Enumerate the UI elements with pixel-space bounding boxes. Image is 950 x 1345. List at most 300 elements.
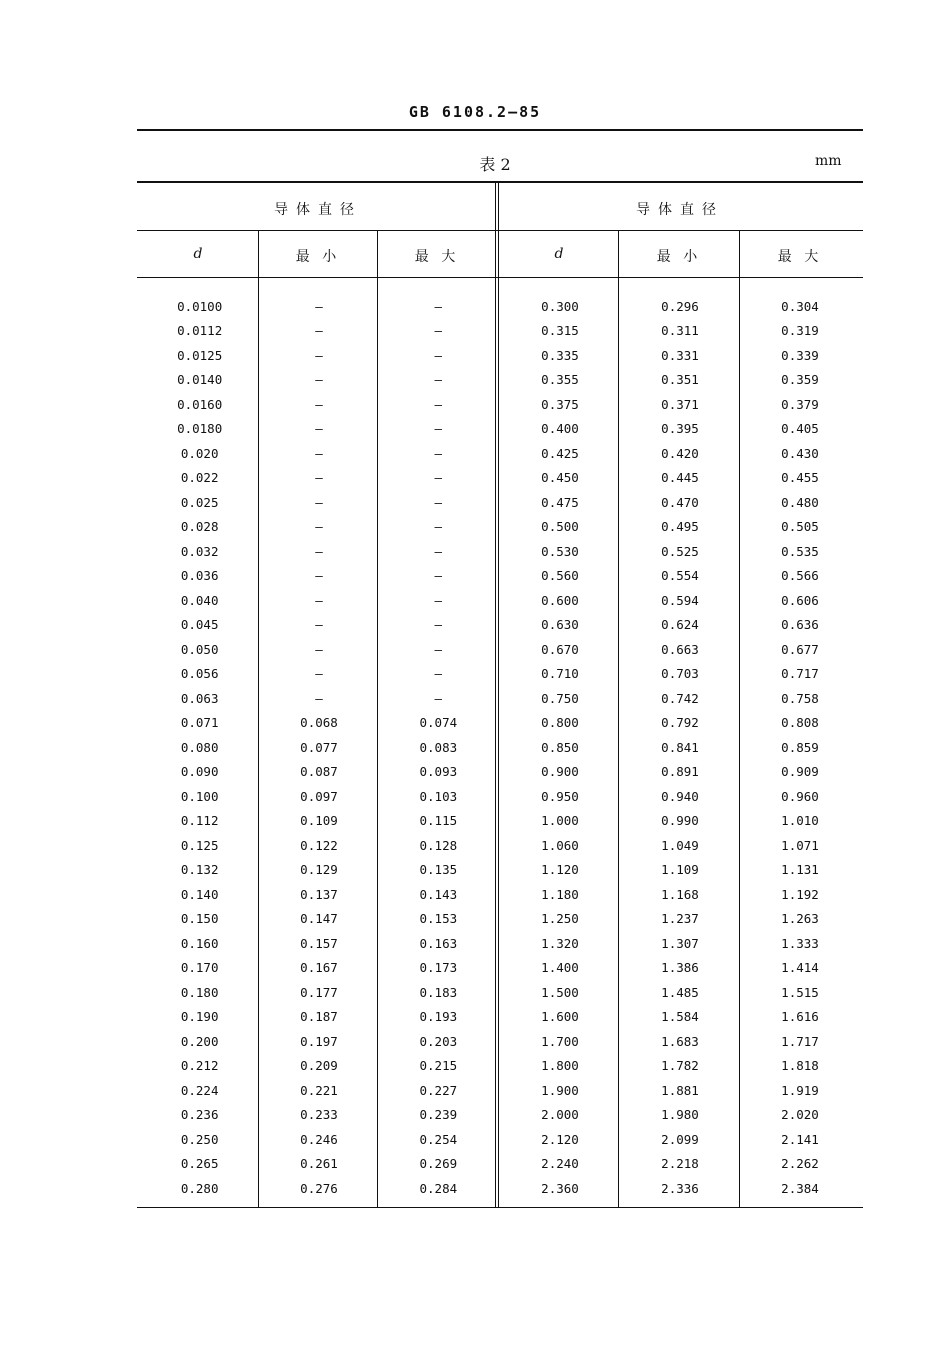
cell-max: 0.083 (419, 739, 458, 755)
cell-min: — (315, 641, 323, 657)
cell-min: 0.197 (300, 1033, 338, 1049)
table-row (500, 1078, 862, 1103)
table-row (500, 441, 862, 466)
cell-min: — (315, 323, 323, 339)
cell-diameter: 0.850 (541, 739, 579, 755)
cell-diameter: 0.300 (541, 298, 579, 314)
cell-max: 0.239 (419, 1107, 458, 1123)
cell-min: 0.129 (300, 862, 338, 878)
cell-min: 2.336 (661, 1180, 699, 1196)
table-row (500, 466, 862, 491)
table-row (500, 637, 862, 662)
cell-diameter: 0.150 (180, 911, 219, 927)
top-rule (137, 129, 863, 131)
cell-diameter: 2.240 (541, 1156, 579, 1172)
cell-max: 1.919 (781, 1082, 819, 1098)
cell-min: 0.351 (661, 372, 699, 388)
cell-min: 1.307 (661, 935, 699, 951)
table-row (140, 1152, 498, 1177)
cell-diameter: 0.022 (180, 470, 219, 486)
cell-min: 0.087 (300, 764, 338, 780)
cell-max: 0.960 (781, 788, 819, 804)
cell-diameter: 0.950 (541, 788, 579, 804)
cell-min: 0.221 (300, 1082, 338, 1098)
cell-max: 0.304 (781, 298, 819, 314)
group-header-right: 导体直径 (636, 202, 724, 218)
cell-min: 0.137 (300, 886, 338, 902)
cell-min: 0.594 (661, 592, 699, 608)
cell-min: 2.099 (661, 1131, 699, 1147)
cell-diameter: 0.475 (541, 494, 579, 510)
table-row (140, 735, 498, 760)
table-row (500, 319, 862, 344)
cell-min: — (315, 372, 323, 388)
left-data-rows (140, 294, 498, 1201)
cell-max: 0.103 (419, 788, 458, 804)
cell-diameter: 0.530 (541, 543, 579, 559)
table-row (500, 833, 862, 858)
cell-min: 0.792 (661, 715, 699, 731)
table-title: 表 2 (479, 155, 511, 174)
table-row (140, 613, 498, 638)
table-row (500, 711, 862, 736)
table-row (140, 711, 498, 736)
cell-diameter: 0.140 (180, 886, 219, 902)
cell-diameter: 0.0180 (177, 421, 223, 437)
table-row (140, 784, 498, 809)
right-data-rows (500, 294, 862, 1201)
cell-diameter: 0.0160 (177, 396, 223, 412)
table-row (500, 515, 862, 540)
column-header-max: 最 大 (777, 249, 823, 265)
table-row (140, 760, 498, 785)
cell-min: 0.990 (661, 813, 699, 829)
cell-max: 2.141 (781, 1131, 819, 1147)
cell-min: — (315, 690, 323, 706)
cell-max: 0.128 (419, 837, 458, 853)
cell-diameter: 0.600 (541, 592, 579, 608)
cell-diameter: 0.190 (180, 1009, 219, 1025)
cell-max: 0.284 (419, 1180, 458, 1196)
cell-diameter: 1.320 (541, 935, 579, 951)
table-row (500, 588, 862, 613)
cell-max: 1.263 (781, 911, 819, 927)
cell-max: 0.093 (419, 764, 458, 780)
cell-min: — (315, 445, 323, 461)
cell-max: 0.636 (781, 617, 819, 633)
cell-diameter: 0.020 (180, 445, 219, 461)
cell-diameter: 0.050 (180, 641, 219, 657)
table-row (140, 662, 498, 687)
cell-max: — (434, 421, 443, 437)
cell-min: 0.470 (661, 494, 699, 510)
table-row (140, 1176, 498, 1201)
table-row (140, 1127, 498, 1152)
cell-min: 0.940 (661, 788, 699, 804)
cell-diameter: 0.750 (541, 690, 579, 706)
cell-min: — (315, 617, 323, 633)
cell-diameter: 0.0112 (177, 323, 223, 339)
cell-max: 0.677 (781, 641, 819, 657)
cell-diameter: 1.180 (541, 886, 579, 902)
cell-diameter: 0.036 (180, 568, 219, 584)
cell-min: 0.187 (300, 1009, 338, 1025)
cell-min: 0.841 (661, 739, 699, 755)
table-row (500, 760, 862, 785)
table-row (500, 539, 862, 564)
cell-max: — (434, 494, 443, 510)
cell-max: 0.215 (419, 1058, 458, 1074)
cell-max: 1.131 (781, 862, 819, 878)
cell-min: 0.157 (300, 935, 338, 951)
cell-diameter: 0.080 (180, 739, 219, 755)
cell-min: 0.371 (661, 396, 699, 412)
cell-min: 1.683 (661, 1033, 699, 1049)
cell-max: 0.909 (781, 764, 819, 780)
table-row (140, 956, 498, 981)
table-row (140, 1029, 498, 1054)
cell-diameter: 1.600 (541, 1009, 579, 1025)
cell-min: 0.742 (661, 690, 699, 706)
table-row (500, 294, 862, 319)
table-row (140, 343, 498, 368)
table-row (500, 662, 862, 687)
cell-diameter: 1.500 (541, 984, 579, 1000)
cell-diameter: 0.028 (180, 519, 219, 535)
cell-max: 0.535 (781, 543, 819, 559)
cell-max: — (434, 641, 443, 657)
table-row (140, 441, 498, 466)
cell-max: 0.269 (419, 1156, 458, 1172)
cell-max: 0.203 (419, 1033, 458, 1049)
cell-diameter: 0.236 (180, 1107, 219, 1123)
cell-max: — (434, 617, 443, 633)
cell-min: — (315, 666, 323, 682)
table-row (500, 368, 862, 393)
table-row (500, 980, 862, 1005)
cell-min: 1.109 (661, 862, 699, 878)
table-row (500, 907, 862, 932)
table-row (140, 1103, 498, 1128)
column-header-rule (137, 277, 863, 278)
cell-max: 0.405 (781, 421, 819, 437)
cell-diameter: 0.250 (180, 1131, 219, 1147)
cell-max: 1.515 (781, 984, 819, 1000)
cell-max: — (434, 690, 443, 706)
cell-diameter: 0.450 (541, 470, 579, 486)
cell-min: 1.168 (661, 886, 699, 902)
cell-diameter: 0.160 (180, 935, 219, 951)
cell-max: 0.808 (781, 715, 819, 731)
cell-min: — (315, 519, 323, 535)
table-row (500, 1127, 862, 1152)
table-row (140, 882, 498, 907)
cell-min: 0.147 (300, 911, 338, 927)
cell-min: 1.237 (661, 911, 699, 927)
cell-diameter: 0.112 (180, 813, 219, 829)
cell-min: — (315, 494, 323, 510)
table-row (140, 564, 498, 589)
cell-min: 0.525 (661, 543, 699, 559)
cell-max: 0.074 (419, 715, 458, 731)
table-row (140, 539, 498, 564)
table-row (500, 1176, 862, 1201)
cell-max: 0.859 (781, 739, 819, 755)
cell-max: 0.566 (781, 568, 819, 584)
cell-min: 0.703 (661, 666, 699, 682)
cell-max: 0.173 (419, 960, 458, 976)
cell-max: 1.818 (781, 1058, 819, 1074)
cell-diameter: 0.132 (180, 862, 219, 878)
cell-min: 0.663 (661, 641, 699, 657)
cell-diameter: 0.425 (541, 445, 579, 461)
cell-diameter: 1.900 (541, 1082, 579, 1098)
cell-diameter: 0.355 (541, 372, 579, 388)
cell-min: 0.122 (300, 837, 338, 853)
group-header-left: 导体直径 (274, 202, 362, 218)
cell-diameter: 0.900 (541, 764, 579, 780)
table-row (140, 686, 498, 711)
cell-min: 1.485 (661, 984, 699, 1000)
table-row (140, 392, 498, 417)
cell-max: — (434, 396, 443, 412)
cell-max: 1.616 (781, 1009, 819, 1025)
cell-min: 1.386 (661, 960, 699, 976)
cell-min: — (315, 396, 323, 412)
cell-min: — (315, 470, 323, 486)
cell-max: — (434, 372, 443, 388)
cell-max: 0.227 (419, 1082, 458, 1098)
table-row (140, 931, 498, 956)
table-row (140, 319, 498, 344)
cell-min: 0.276 (300, 1180, 338, 1196)
table-row (140, 466, 498, 491)
column-header-d: d (554, 246, 564, 262)
table-row (140, 588, 498, 613)
cell-max: 0.430 (781, 445, 819, 461)
table-row (500, 1029, 862, 1054)
table-row (140, 1054, 498, 1079)
cell-min: 2.218 (661, 1156, 699, 1172)
cell-min: 1.980 (661, 1107, 699, 1123)
cell-min: 0.097 (300, 788, 338, 804)
table-row (140, 368, 498, 393)
cell-diameter: 0.100 (180, 788, 219, 804)
cell-max: — (434, 568, 443, 584)
cell-min: — (315, 421, 323, 437)
subheader-rule (137, 230, 863, 231)
cell-max: 0.606 (781, 592, 819, 608)
cell-max: 0.193 (419, 1009, 458, 1025)
cell-min: 0.167 (300, 960, 338, 976)
cell-max: — (434, 666, 443, 682)
cell-diameter: 0.063 (180, 690, 219, 706)
cell-min: 0.077 (300, 739, 338, 755)
header-rule (137, 181, 863, 183)
cell-min: 0.420 (661, 445, 699, 461)
cell-min: 1.049 (661, 837, 699, 853)
table-row (140, 1005, 498, 1030)
cell-min: — (315, 568, 323, 584)
cell-max: 0.717 (781, 666, 819, 682)
table-row (500, 858, 862, 883)
cell-diameter: 0.056 (180, 666, 219, 682)
cell-diameter: 1.800 (541, 1058, 579, 1074)
cell-diameter: 0.560 (541, 568, 579, 584)
cell-diameter: 1.250 (541, 911, 579, 927)
cell-diameter: 1.700 (541, 1033, 579, 1049)
cell-min: 0.891 (661, 764, 699, 780)
cell-diameter: 2.360 (541, 1180, 579, 1196)
cell-max: 0.143 (419, 886, 458, 902)
cell-diameter: 0.375 (541, 396, 579, 412)
cell-diameter: 0.200 (180, 1033, 219, 1049)
cell-diameter: 0.335 (541, 347, 579, 363)
cell-max: 0.163 (419, 935, 458, 951)
cell-min: 0.331 (661, 347, 699, 363)
table-row (140, 294, 498, 319)
table-row (500, 1005, 862, 1030)
table-row (140, 1078, 498, 1103)
cell-max: — (434, 445, 443, 461)
cell-max: 1.192 (781, 886, 819, 902)
cell-min: 0.068 (300, 715, 338, 731)
cell-diameter: 2.120 (541, 1131, 579, 1147)
cell-max: — (434, 298, 443, 314)
cell-min: 1.881 (661, 1082, 699, 1098)
cell-diameter: 0.032 (180, 543, 219, 559)
cell-diameter: 2.000 (541, 1107, 579, 1123)
table-row (500, 392, 862, 417)
cell-max: 2.262 (781, 1156, 819, 1172)
table-row (500, 564, 862, 589)
table-row (500, 490, 862, 515)
table-row (500, 956, 862, 981)
cell-max: 1.414 (781, 960, 819, 976)
cell-diameter: 1.000 (541, 813, 579, 829)
cell-diameter: 0.170 (180, 960, 219, 976)
cell-diameter: 0.212 (180, 1058, 219, 1074)
table-row (140, 417, 498, 442)
table-row (140, 637, 498, 662)
cell-diameter: 0.045 (180, 617, 219, 633)
cell-max: 1.717 (781, 1033, 819, 1049)
cell-diameter: 0.800 (541, 715, 579, 731)
cell-min: 1.782 (661, 1058, 699, 1074)
cell-max: 1.071 (781, 837, 819, 853)
table-row (500, 735, 862, 760)
cell-max: 0.254 (419, 1131, 458, 1147)
table-row (500, 1103, 862, 1128)
cell-max: 0.153 (419, 911, 458, 927)
table-row (500, 784, 862, 809)
column-header-max: 最 大 (414, 249, 460, 265)
cell-max: — (434, 323, 443, 339)
cell-max: 0.480 (781, 494, 819, 510)
cell-max: — (434, 519, 443, 535)
cell-max: — (434, 592, 443, 608)
standard-number: GB 6108.2—85 (408, 103, 542, 121)
cell-min: — (315, 592, 323, 608)
cell-min: 0.395 (661, 421, 699, 437)
cell-diameter: 0.0100 (177, 298, 223, 314)
cell-diameter: 1.400 (541, 960, 579, 976)
cell-max: — (434, 470, 443, 486)
cell-min: 0.624 (661, 617, 699, 633)
cell-diameter: 0.040 (180, 592, 219, 608)
cell-diameter: 0.224 (180, 1082, 219, 1098)
table-row (500, 882, 862, 907)
cell-max: 1.333 (781, 935, 819, 951)
cell-diameter: 0.0140 (177, 372, 223, 388)
table-row (140, 490, 498, 515)
cell-min: 0.495 (661, 519, 699, 535)
table-row (140, 907, 498, 932)
column-header-min: 最 小 (295, 249, 341, 265)
cell-max: 0.359 (781, 372, 819, 388)
cell-min: 0.311 (661, 323, 699, 339)
cell-max: 0.115 (419, 813, 458, 829)
cell-diameter: 0.265 (180, 1156, 219, 1172)
cell-diameter: 0.125 (180, 837, 219, 853)
cell-diameter: 0.071 (180, 715, 219, 731)
cell-diameter: 0.280 (180, 1180, 219, 1196)
cell-min: 0.554 (661, 568, 699, 584)
table-row (140, 515, 498, 540)
cell-min: — (315, 347, 323, 363)
cell-min: 1.584 (661, 1009, 699, 1025)
table-row (140, 833, 498, 858)
cell-min: 0.109 (300, 813, 338, 829)
cell-max: 1.010 (781, 813, 819, 829)
cell-diameter: 0.180 (180, 984, 219, 1000)
cell-diameter: 1.060 (541, 837, 579, 853)
table-row (500, 809, 862, 834)
table-row (500, 1152, 862, 1177)
unit-label: mm (815, 153, 842, 169)
table-row (140, 980, 498, 1005)
cell-diameter: 0.0125 (177, 347, 223, 363)
cell-max: 0.455 (781, 470, 819, 486)
cell-diameter: 0.710 (541, 666, 579, 682)
cell-max: 0.135 (419, 862, 458, 878)
column-header-d: d (193, 246, 203, 262)
table-row (500, 417, 862, 442)
cell-diameter: 0.670 (541, 641, 579, 657)
column-header-min: 最 小 (656, 249, 702, 265)
cell-max: 0.319 (781, 323, 819, 339)
table-row (500, 343, 862, 368)
cell-diameter: 0.400 (541, 421, 579, 437)
cell-max: 0.183 (419, 984, 458, 1000)
cell-max: 0.758 (781, 690, 819, 706)
cell-max: 0.339 (781, 347, 819, 363)
cell-max: 0.379 (781, 396, 819, 412)
cell-max: 2.384 (781, 1180, 819, 1196)
cell-diameter: 0.315 (541, 323, 579, 339)
table-row (500, 686, 862, 711)
cell-min: 0.445 (661, 470, 699, 486)
cell-min: — (315, 543, 323, 559)
cell-min: 0.233 (300, 1107, 338, 1123)
cell-min: 0.261 (300, 1156, 338, 1172)
cell-max: 2.020 (781, 1107, 819, 1123)
cell-diameter: 0.500 (541, 519, 579, 535)
cell-max: — (434, 543, 443, 559)
cell-min: — (315, 298, 323, 314)
cell-max: 0.505 (781, 519, 819, 535)
table-row (140, 809, 498, 834)
